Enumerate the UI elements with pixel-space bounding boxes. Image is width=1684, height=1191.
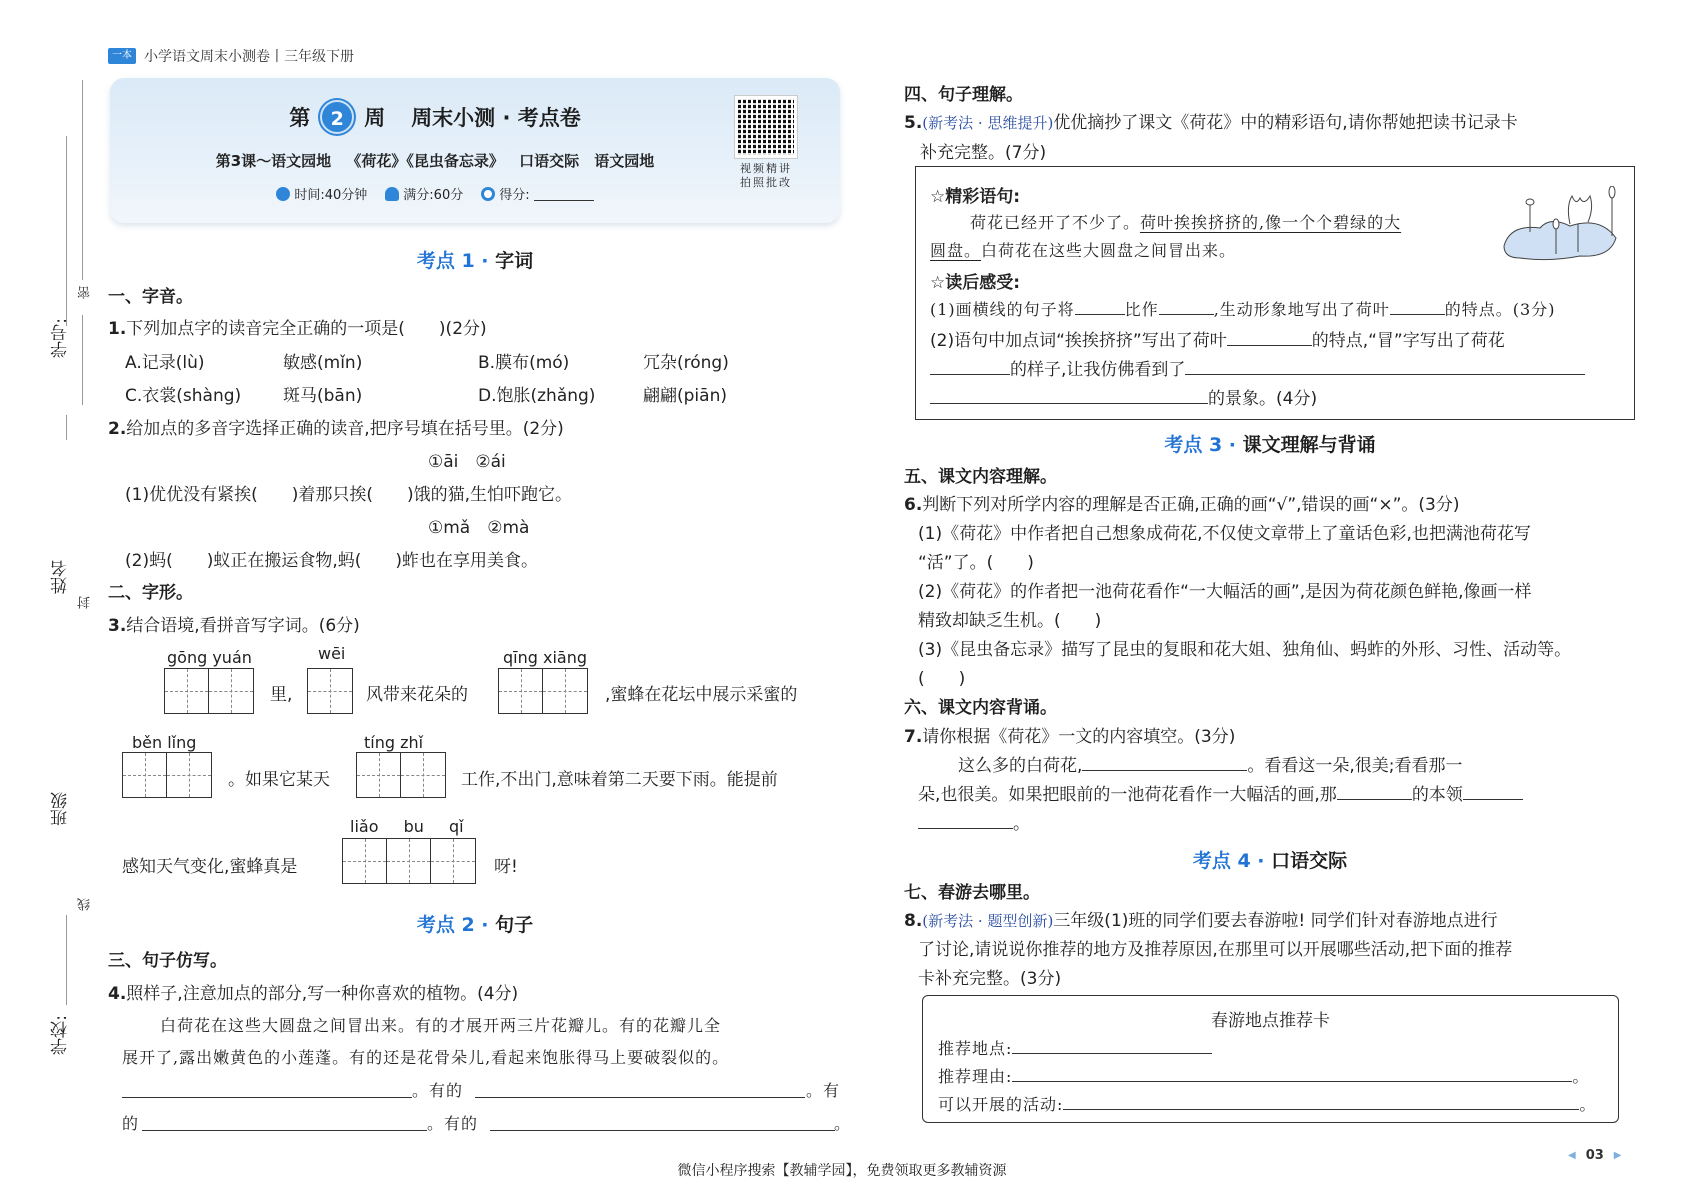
student-number-label: 学号:: [51, 318, 71, 358]
q1-option-a1[interactable]: A.记录(lù): [125, 353, 205, 373]
q6-item-1a: (1)《荷花》中作者把自己想象成荷花,不仅使文章带上了童话色彩,也把满池荷花写: [918, 524, 1531, 544]
time-info: [276, 184, 367, 203]
q3-text-3: ,蜜蜂在花坛中展示采蜜的: [605, 685, 798, 705]
location-input[interactable]: [1012, 1038, 1212, 1054]
char-grid-liaobuqi[interactable]: [342, 838, 476, 884]
q4-example-line-1: 白荷花在这些大圆盘之间冒出来。有的才展开两三片花瓣儿。有的花瓣儿全: [160, 1016, 722, 1035]
q8-tag: (新考法 · 题型创新): [922, 912, 1054, 930]
pinyin-qingxiang: qīng xiāng: [503, 648, 587, 667]
q6-item-1b[interactable]: “活”了。( ): [918, 553, 1034, 573]
part-3-title: 三、句子仿写。: [108, 951, 227, 971]
school-label: 学校:: [51, 1015, 71, 1055]
q4-example-line-2: 展开了,露出嫩黄色的小莲蓬。有的还是花骨朵儿,看起来饱胀得马上要破裂似的。: [122, 1048, 730, 1067]
qr-caption-line-1: 视频精讲: [740, 162, 792, 175]
q3-number: 3.: [108, 616, 127, 636]
quote-plain-2: 白荷花在这些大圆盘之间冒出来。: [981, 241, 1237, 260]
q7-blank-2[interactable]: [1337, 784, 1412, 800]
binding-line-mid-2: [66, 415, 67, 440]
quote-underlined-1: 荷叶挨挨挤挤的,像一个个碧绿的大: [1140, 213, 1402, 232]
pinyin-gongyuan: gōng yuán: [167, 648, 252, 667]
q4-fill-2b: 。有的: [427, 1114, 479, 1133]
alarm-clock-icon: [276, 187, 290, 201]
award-ribbon-icon: [385, 187, 399, 201]
q7-l2-b: 的本领: [1411, 785, 1463, 805]
binding-line-mid: [82, 315, 83, 405]
brand-header: [108, 46, 354, 66]
section-1-heading: [110, 246, 840, 273]
full-score-info: [385, 184, 463, 203]
q1-option-b1[interactable]: B.膜布(mó): [478, 353, 570, 373]
q5-number: 5.: [904, 113, 923, 133]
r1-blank-1[interactable]: [1075, 299, 1125, 315]
binding-line-bottom: [66, 915, 67, 1005]
q2-options-ai: ①āi ②ái: [428, 452, 506, 472]
exam-meta: [110, 184, 760, 203]
q2-sentence-2[interactable]: (2)蚂( )蚁正在搬运食物,蚂( )蚱也在享用美食。: [125, 551, 539, 571]
section-2-heading: [110, 910, 840, 937]
char-grid-tingzhi[interactable]: [356, 752, 446, 798]
q7-text: 请你根据《荷花》一文的内容填空。(3分): [922, 727, 1236, 747]
q7-blank-3[interactable]: [1463, 784, 1523, 800]
reason-end: 。: [1572, 1067, 1590, 1086]
section-2-name: 句子: [495, 914, 534, 936]
card-heading-highlights: ☆精彩语句:: [930, 187, 1021, 207]
q4-blank-1[interactable]: [122, 1082, 412, 1098]
r1-blank-3[interactable]: [1390, 299, 1445, 315]
q6-text: 判断下列对所学内容的理解是否正确,正确的画“√”,错误的画“×”。(3分): [922, 495, 1460, 515]
score-label: 得分:: [499, 188, 530, 203]
pinyin-benling: běn lǐng: [132, 733, 197, 752]
full-score-label: 满分:60分: [403, 188, 464, 203]
q3-text-6: 感知天气变化,蜜蜂真是: [122, 857, 298, 877]
q2-text: 给加点的多音字选择正确的读音,把序号填在括号里。(2分): [126, 419, 564, 439]
class-label: 班级: [51, 792, 71, 826]
q7-l3: 。: [1013, 814, 1030, 834]
q4-text: 照样子,注意加点的部分,写一种你喜欢的植物。(4分): [126, 984, 519, 1004]
activities-label: 可以开展的活动:: [938, 1095, 1064, 1114]
q5-text: 优优摘抄了课文《荷花》中的精彩语句,请你帮她把读书记录卡: [1053, 113, 1518, 133]
section-1-name: 字词: [495, 250, 534, 272]
reason-input[interactable]: [1012, 1066, 1572, 1082]
q7-line-3: [918, 809, 1030, 834]
char-grid-benling[interactable]: [122, 752, 212, 798]
question-1: [108, 314, 487, 339]
question-4: [108, 979, 518, 1004]
q7-l2-a: 朵,也很美。如果把眼前的一池荷花看作一大幅活的画,那: [918, 785, 1337, 805]
banner-subtitle: 第3课～语文园地 《荷花》《昆虫备忘录》 口语交际 语文园地: [215, 152, 655, 170]
r1-blank-2[interactable]: [1159, 299, 1214, 315]
section-1-label: 考点 1 ·: [416, 250, 489, 272]
q6-item-3a: (3)《昆虫备忘录》描写了昆虫的复眼和花大姐、独角仙、蚂蚱的外形、习性、活动等。: [918, 640, 1572, 660]
binding-line-top-2: [66, 136, 67, 326]
question-2: [108, 414, 564, 439]
score-input[interactable]: [534, 187, 594, 201]
reflection-item-2-end: [930, 384, 1317, 409]
q6-number: 6.: [904, 495, 923, 515]
q4-number: 4.: [108, 984, 127, 1004]
char-grid-gongyuan[interactable]: [164, 668, 254, 714]
section-4-label: 考点 4 ·: [1192, 850, 1265, 872]
q5-tag: (新考法 · 思维提升): [922, 114, 1054, 132]
q6-item-2b[interactable]: 精致却缺乏生机。( ): [918, 611, 1102, 631]
q2-sentence-1[interactable]: (1)优优没有紧挨( )着那只挨( )饿的猫,生怕吓跑它。: [125, 485, 573, 505]
r2-part-a: (2)语句中加点词“挨挨挤挤”写出了荷叶: [930, 331, 1227, 351]
q2-options-ma: ①mǎ ②mà: [428, 518, 530, 538]
q3-text-2: 风带来花朵的: [366, 685, 468, 705]
q6-item-3b[interactable]: ( ): [918, 669, 966, 689]
reason-label: 推荐理由:: [938, 1067, 1013, 1086]
q8-text-2: 了讨论,请说说你推荐的地方及推荐原因,在那里可以开展哪些活动,把下面的推荐: [918, 940, 1513, 960]
question-7: [904, 722, 1235, 747]
r2-part-b: 的特点,“冒”字写出了荷花: [1311, 331, 1505, 351]
q7-line-2: [918, 780, 1523, 805]
q1-option-c2: 斑马(bān): [283, 386, 363, 406]
question-8: [904, 906, 1498, 931]
q1-option-b2: 冗杂(róng): [643, 353, 729, 373]
part-5-title: 五、课文内容理解。: [904, 467, 1057, 487]
quote-plain-1: 荷花已经开了不少了。: [970, 213, 1141, 232]
part-4-title: 四、句子理解。: [904, 85, 1023, 105]
reflection-item-2-cont: [930, 355, 1585, 380]
binding-mark-xian: 线: [78, 898, 93, 911]
activities-input[interactable]: [1063, 1094, 1579, 1110]
card-field-location: [938, 1036, 1212, 1059]
binding-line-top: [82, 80, 83, 280]
footer-note: 微信小程序搜索【教辅学园】，免费领取更多教辅资源: [677, 1163, 1007, 1179]
q1-option-d1[interactable]: D.饱胀(zhǎng): [478, 386, 596, 406]
location-label: 推荐地点:: [938, 1039, 1013, 1058]
pinyin-tingzhi: tíng zhǐ: [364, 733, 424, 752]
q3-text-5: 工作,不出门,意味着第二天要下雨。能提前: [461, 770, 778, 790]
q3-text-4: 。如果它某天: [228, 770, 330, 790]
quote-underlined-2: 圆盘。: [930, 241, 982, 260]
q4-fill-2c: 。: [834, 1114, 852, 1133]
q8-text: 三年级(1)班的同学们要去春游啦! 同学们针对春游地点进行: [1053, 911, 1498, 931]
q1-option-a2: 敏感(mǐn): [283, 353, 363, 373]
q3-text: 结合语境,看拼音写字词。(6分): [126, 616, 360, 636]
q1-text: 下列加点字的读音完全正确的一项是( )(2分): [126, 319, 487, 339]
q3-text-1: 里,: [270, 685, 293, 705]
question-3: [108, 611, 360, 636]
q8-text-3: 卡补充完整。(3分): [918, 969, 1062, 989]
section-3-name: 课文理解与背诵: [1242, 434, 1376, 456]
question-6: [904, 490, 1460, 515]
prev-page-icon[interactable]: ◀: [1568, 1150, 1576, 1161]
q7-l1-a: 这么多的白荷花,: [958, 756, 1083, 776]
card-heading-reflection: ☆读后感受:: [930, 273, 1021, 293]
reflection-item-2: [930, 326, 1505, 351]
r1-part-b: 比作: [1124, 300, 1159, 319]
binding-mark-feng: 封: [78, 596, 93, 609]
qr-caption-line-2: 拍照批改: [740, 176, 792, 189]
r2-blank-3[interactable]: [1185, 359, 1585, 375]
q8-number: 8.: [904, 911, 923, 931]
part-2-title: 二、字形。: [108, 583, 193, 603]
title-suffix: 周: [364, 106, 386, 130]
section-3-label: 考点 3 ·: [1164, 434, 1237, 456]
next-page-icon[interactable]: ▶: [1613, 1150, 1622, 1161]
card-field-reason: [938, 1064, 1589, 1087]
part-1-title: 一、字音。: [108, 287, 193, 307]
q4-blank-3[interactable]: [142, 1115, 427, 1131]
r1-part-a: (1)画横线的句子将: [930, 300, 1075, 319]
section-3-heading: [900, 430, 1640, 457]
r2-blank-4[interactable]: [930, 388, 1208, 404]
char-grid-wei[interactable]: [307, 668, 353, 714]
card-quote-line-2: [930, 238, 1236, 261]
page-number: 03: [1585, 1148, 1604, 1163]
qr-code[interactable]: [735, 96, 797, 158]
section-4-name: 口语交际: [1271, 850, 1348, 872]
q5-text-2: 补充完整。(7分): [920, 143, 1047, 163]
r1-part-d: 的特点。(3分): [1444, 300, 1556, 319]
part-7-title: 七、春游去哪里。: [904, 883, 1040, 903]
section-2-label: 考点 2 ·: [416, 914, 489, 936]
question-5: [904, 108, 1518, 133]
q4-fill-2a: 的: [122, 1114, 140, 1133]
page-title: [110, 100, 760, 134]
q7-number: 7.: [904, 727, 923, 747]
score-info: [481, 184, 593, 203]
q2-number: 2.: [108, 419, 127, 439]
binding-mark-mi: 密: [78, 286, 93, 299]
qr-caption: [730, 162, 802, 190]
title-banner: [110, 78, 840, 223]
q7-blank-1[interactable]: [1082, 755, 1247, 771]
r2-blank-1[interactable]: [1227, 330, 1312, 346]
q1-number: 1.: [108, 319, 127, 339]
name-label: 姓名: [51, 560, 71, 594]
activities-end: 。: [1579, 1095, 1597, 1114]
q4-blank-2[interactable]: [475, 1082, 805, 1098]
title-prefix: 第: [289, 106, 311, 130]
part-6-title: 六、课文内容背诵。: [904, 698, 1057, 718]
brand-title: 小学语文周末小测卷丨三年级下册: [144, 49, 354, 65]
q7-line-1: [958, 751, 1463, 776]
r2-part-d: 的景象。(4分): [1208, 389, 1318, 409]
pinyin-liaobuqi: liǎo bu qǐ: [350, 817, 464, 836]
q4-blank-4[interactable]: [490, 1115, 835, 1131]
q4-fill-1a: 。有的: [412, 1081, 464, 1100]
card-quote-line-1: [970, 210, 1401, 233]
brand-logo: 一本: [108, 48, 136, 64]
r2-blank-2[interactable]: [930, 359, 1010, 375]
r1-part-c: ,生动形象地写出了荷叶: [1213, 300, 1390, 319]
q1-option-d2: 翩翩(piān): [643, 386, 727, 406]
pinyin-wei: wēi: [318, 644, 346, 663]
char-grid-qingxiang[interactable]: [498, 668, 588, 714]
spring-trip-card-title: 春游地点推荐卡: [1211, 1011, 1330, 1031]
q7-l1-b: 。看看这一朵,很美;看看那一: [1247, 756, 1463, 776]
card-field-activities: [938, 1092, 1596, 1115]
q4-fill-1b: 。有: [806, 1081, 841, 1100]
section-4-heading: [900, 846, 1640, 873]
target-icon: [481, 187, 495, 201]
q1-option-c1[interactable]: C.衣裳(shàng): [125, 386, 242, 406]
q7-blank-4[interactable]: [918, 813, 1013, 829]
r2-part-c: 的样子,让我仿佛看到了: [1010, 360, 1186, 380]
reflection-item-1: [930, 297, 1555, 320]
q6-item-2a: (2)《荷花》的作者把一池荷花看作“一大幅活的画”,是因为荷花颜色鲜艳,像画一样: [918, 582, 1532, 602]
title-main: 周末小测 · 考点卷: [411, 106, 581, 130]
q3-text-7: 呀!: [494, 857, 518, 877]
week-number-badge: 2: [320, 100, 354, 134]
lotus-illustration-icon: [1500, 186, 1620, 264]
time-label: 时间:40分钟: [294, 188, 368, 203]
